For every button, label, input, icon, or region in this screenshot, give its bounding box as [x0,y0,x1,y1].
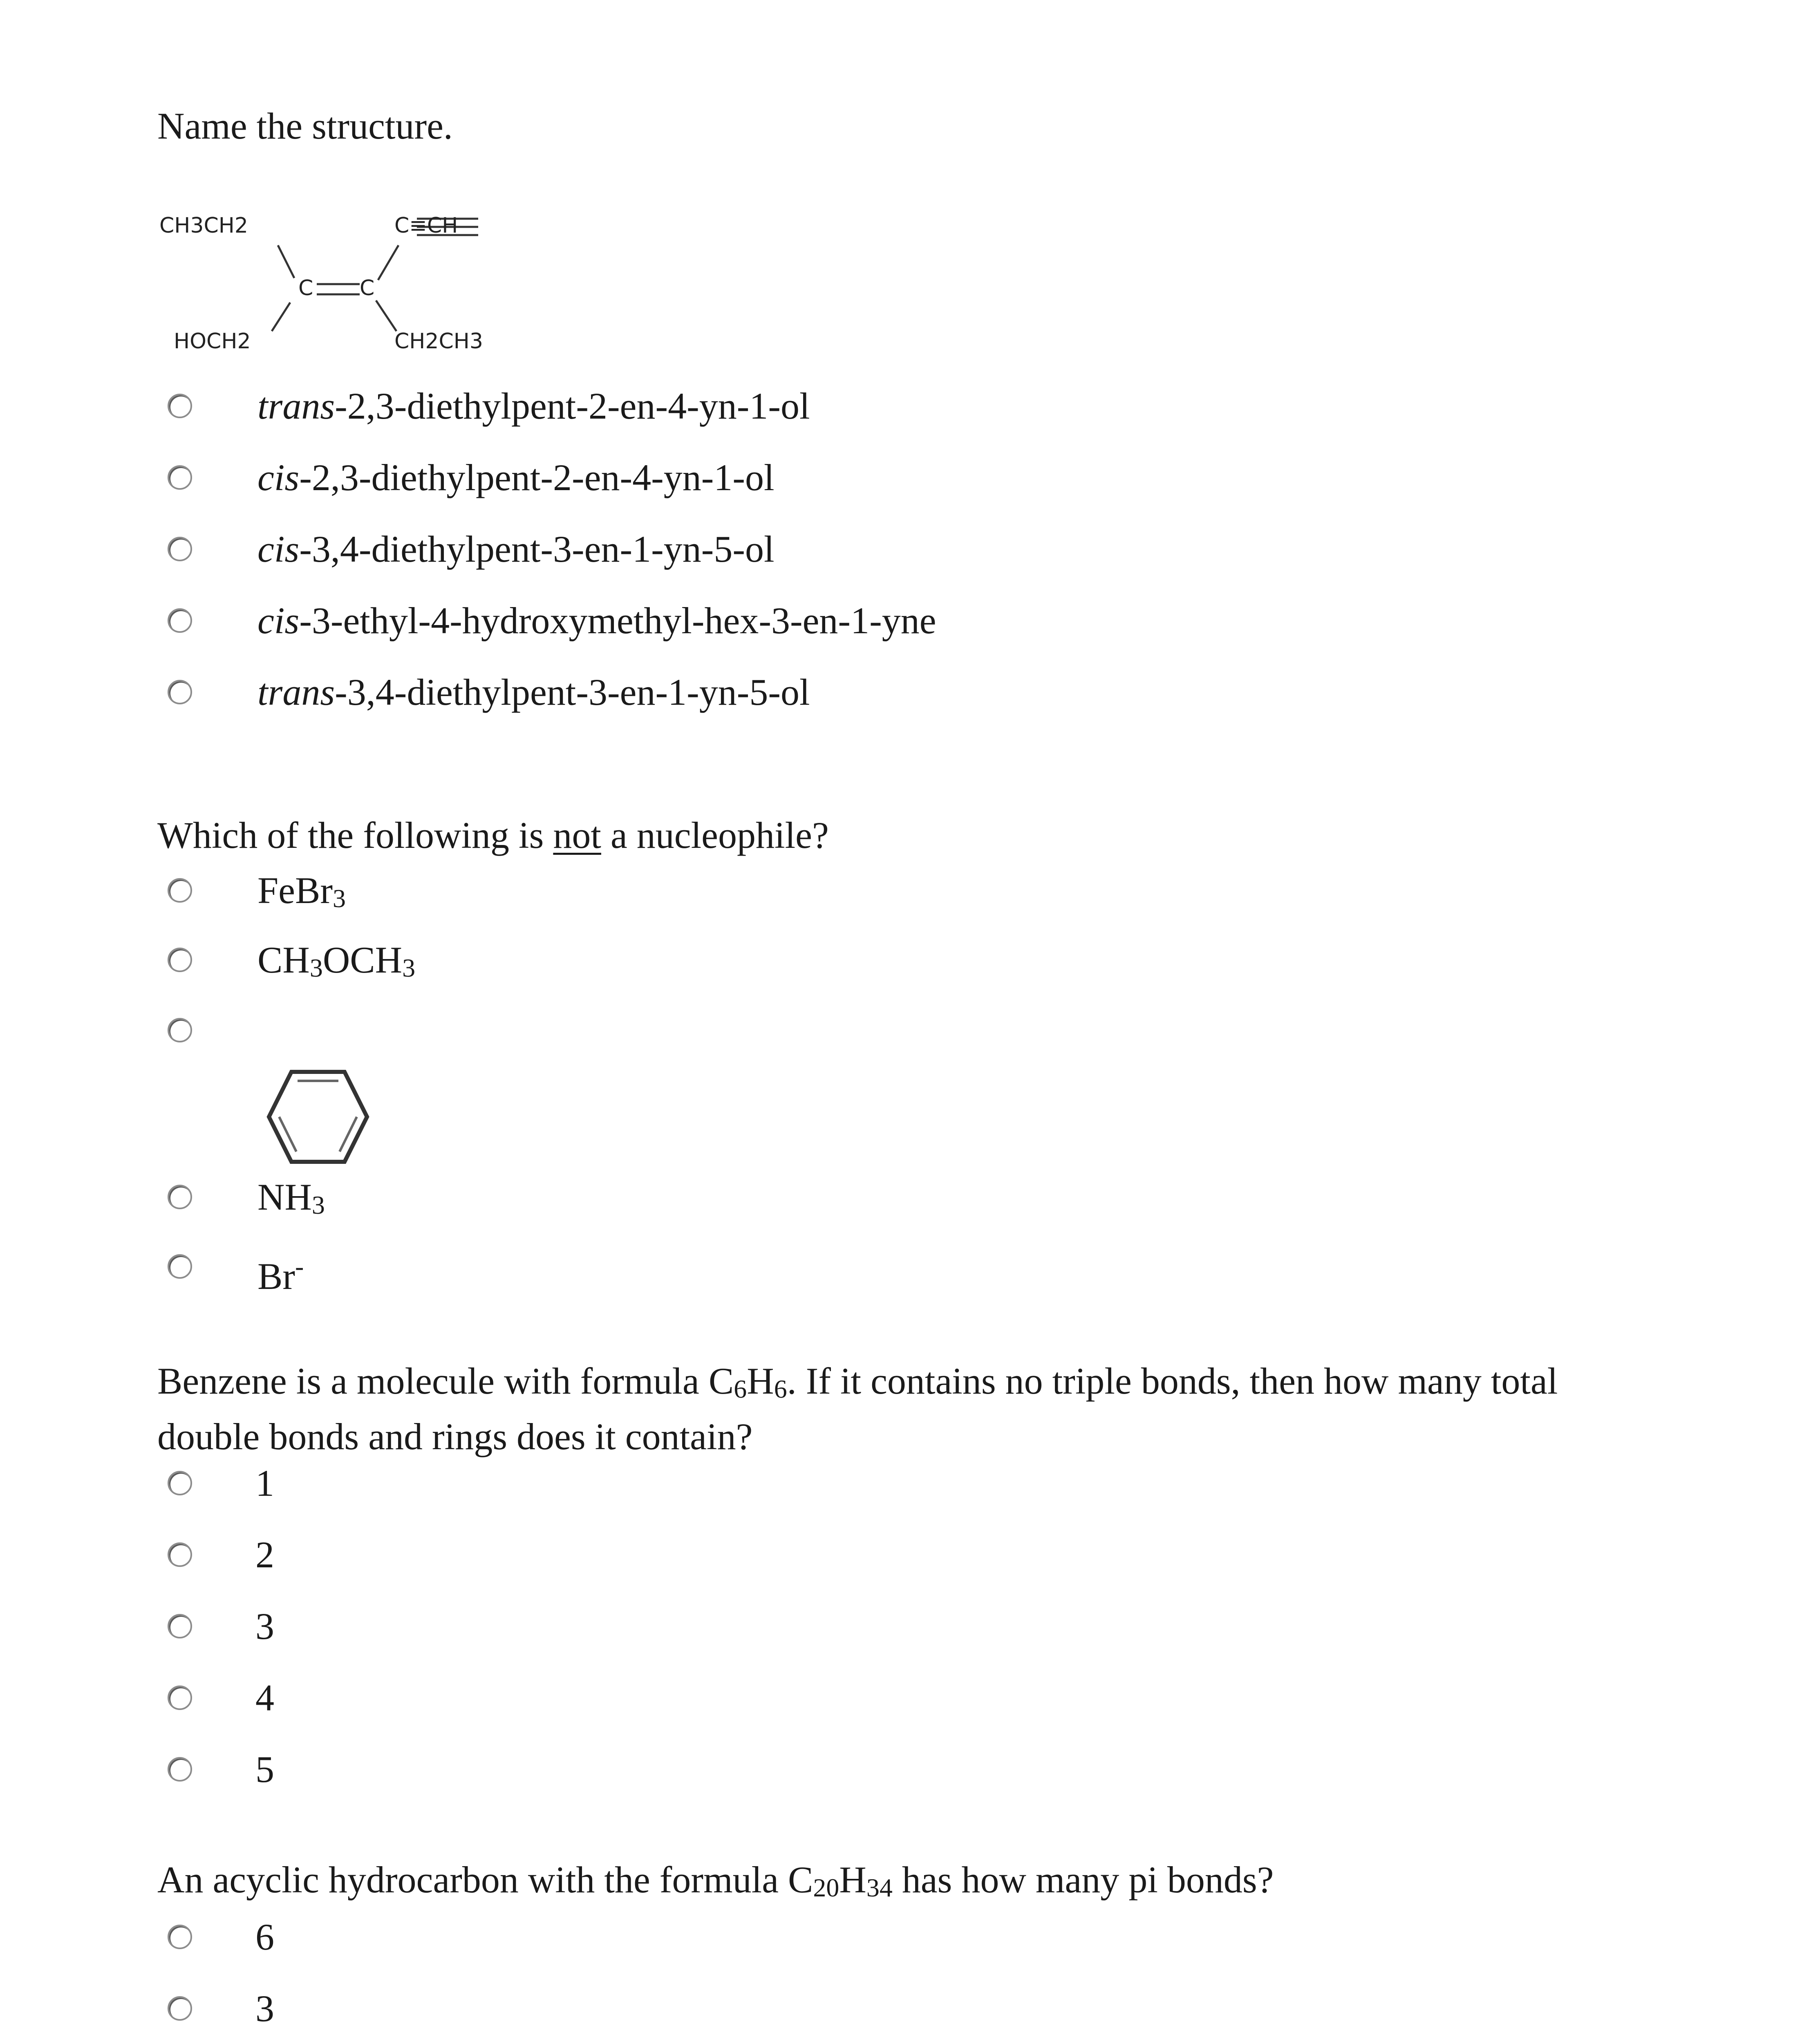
q3-prompt-text-2: H [747,1360,774,1402]
q1-structure [155,196,548,368]
q1-ch3ch2-label: CH3CH2 [159,213,248,238]
radio-button[interactable] [168,1185,192,1209]
radio-button[interactable] [168,1685,192,1710]
q2-option-3[interactable] [0,1006,409,1186]
q1-option-1-text: -2,3-diethylpent-2-en-4-yn-1-ol [335,385,810,427]
q2-option-4-text: NH [257,1176,312,1218]
radio-button[interactable] [168,394,192,418]
q3-prompt [157,1357,1710,1460]
radio-button[interactable] [168,1614,192,1638]
q2-option-1-subscript: 3 [333,884,346,913]
q2-option-4-subscript: 3 [311,1190,325,1219]
q2-option-5-text: Br [257,1255,295,1297]
q1-cch-label: C≡CH [394,213,458,238]
radio-button[interactable] [168,948,192,972]
q2-prompt-text-end: a nucleophile? [601,814,829,856]
q4-option-2-text: 3 [255,1988,274,2029]
radio-button[interactable] [168,1471,192,1495]
q3-prompt-text-line2: double bonds and rings does it contain? [157,1416,753,1457]
q3-option-1-text: 1 [255,1462,274,1504]
q2-option-2-subscript-a: 3 [309,953,323,982]
q2-option-1-text: FeBr [257,870,333,911]
q2-prompt [157,811,1710,859]
radio-button[interactable] [168,1018,192,1042]
q2-option-2-text-b: OCH [322,939,403,981]
q1-option-4-text: -3-ethyl-4-hydroxymethyl-hex-3-en-1-yne [299,600,936,641]
q1-option-4-prefix: cis [257,600,300,641]
q2-option-2-subscript-b: 3 [402,953,416,982]
q3-prompt-text-3: . If it contains no triple bonds, then how many total [787,1360,1558,1402]
radio-button[interactable] [168,608,192,633]
q3-option-2-text: 2 [255,1534,274,1576]
q2-option-2-text-a: CH [257,939,310,981]
q4-prompt-subscript-2: 34 [866,1873,893,1902]
q4-prompt [157,1856,1710,1912]
radio-button[interactable] [168,465,192,490]
q1-option-1-prefix: trans [257,385,335,427]
q2-prompt-text: Which of the following is [157,814,553,856]
q4-prompt-subscript-1: 20 [813,1873,839,1902]
q3-prompt-subscript-2: 6 [774,1374,787,1403]
q3-option-4-text: 4 [255,1677,274,1719]
radio-button[interactable] [168,1757,192,1782]
q4-prompt-text-2: H [839,1859,866,1901]
radio-button[interactable] [168,680,192,704]
q3-option-5-text: 5 [255,1748,274,1790]
q1-option-5-prefix: trans [257,671,335,713]
q2-prompt-underlined: not [553,814,601,856]
q4-prompt-text-1: An acyclic hydrocarbon with the formula C [157,1859,813,1901]
q1-option-2-prefix: cis [257,457,300,498]
q1-option-3-prefix: cis [257,528,300,570]
q4-option-1-text: 6 [255,1916,274,1958]
q1-option-3-text: -3,4-diethylpent-3-en-1-yn-5-ol [299,528,775,570]
radio-button[interactable] [168,878,192,903]
radio-button[interactable] [168,1254,192,1279]
q3-prompt-text-1: Benzene is a molecule with formula C [157,1360,734,1402]
q1-c-right-label: C [360,276,375,300]
q1-c-left-label: C [298,276,313,300]
q1-prompt: Name the structure. [157,105,453,147]
q1-hoch2-label: HOCH2 [174,329,251,354]
q4-prompt-text-3: has how many pi bonds? [892,1859,1274,1901]
q3-option-3-text: 3 [255,1605,274,1647]
q2-option-5-superscript: - [295,1252,304,1281]
q1-option-2-text: -2,3-diethylpent-2-en-4-yn-1-ol [299,457,775,498]
radio-button[interactable] [168,1925,192,1949]
benzene-ring-image [265,1068,371,1166]
q1-option-5-text: -3,4-diethylpent-3-en-1-yn-5-ol [335,671,810,713]
radio-button[interactable] [168,537,192,561]
radio-button[interactable] [168,1542,192,1567]
radio-button[interactable] [168,1996,192,2021]
q1-ch2ch3-label: CH2CH3 [394,329,483,354]
q3-prompt-subscript-1: 6 [734,1374,747,1403]
